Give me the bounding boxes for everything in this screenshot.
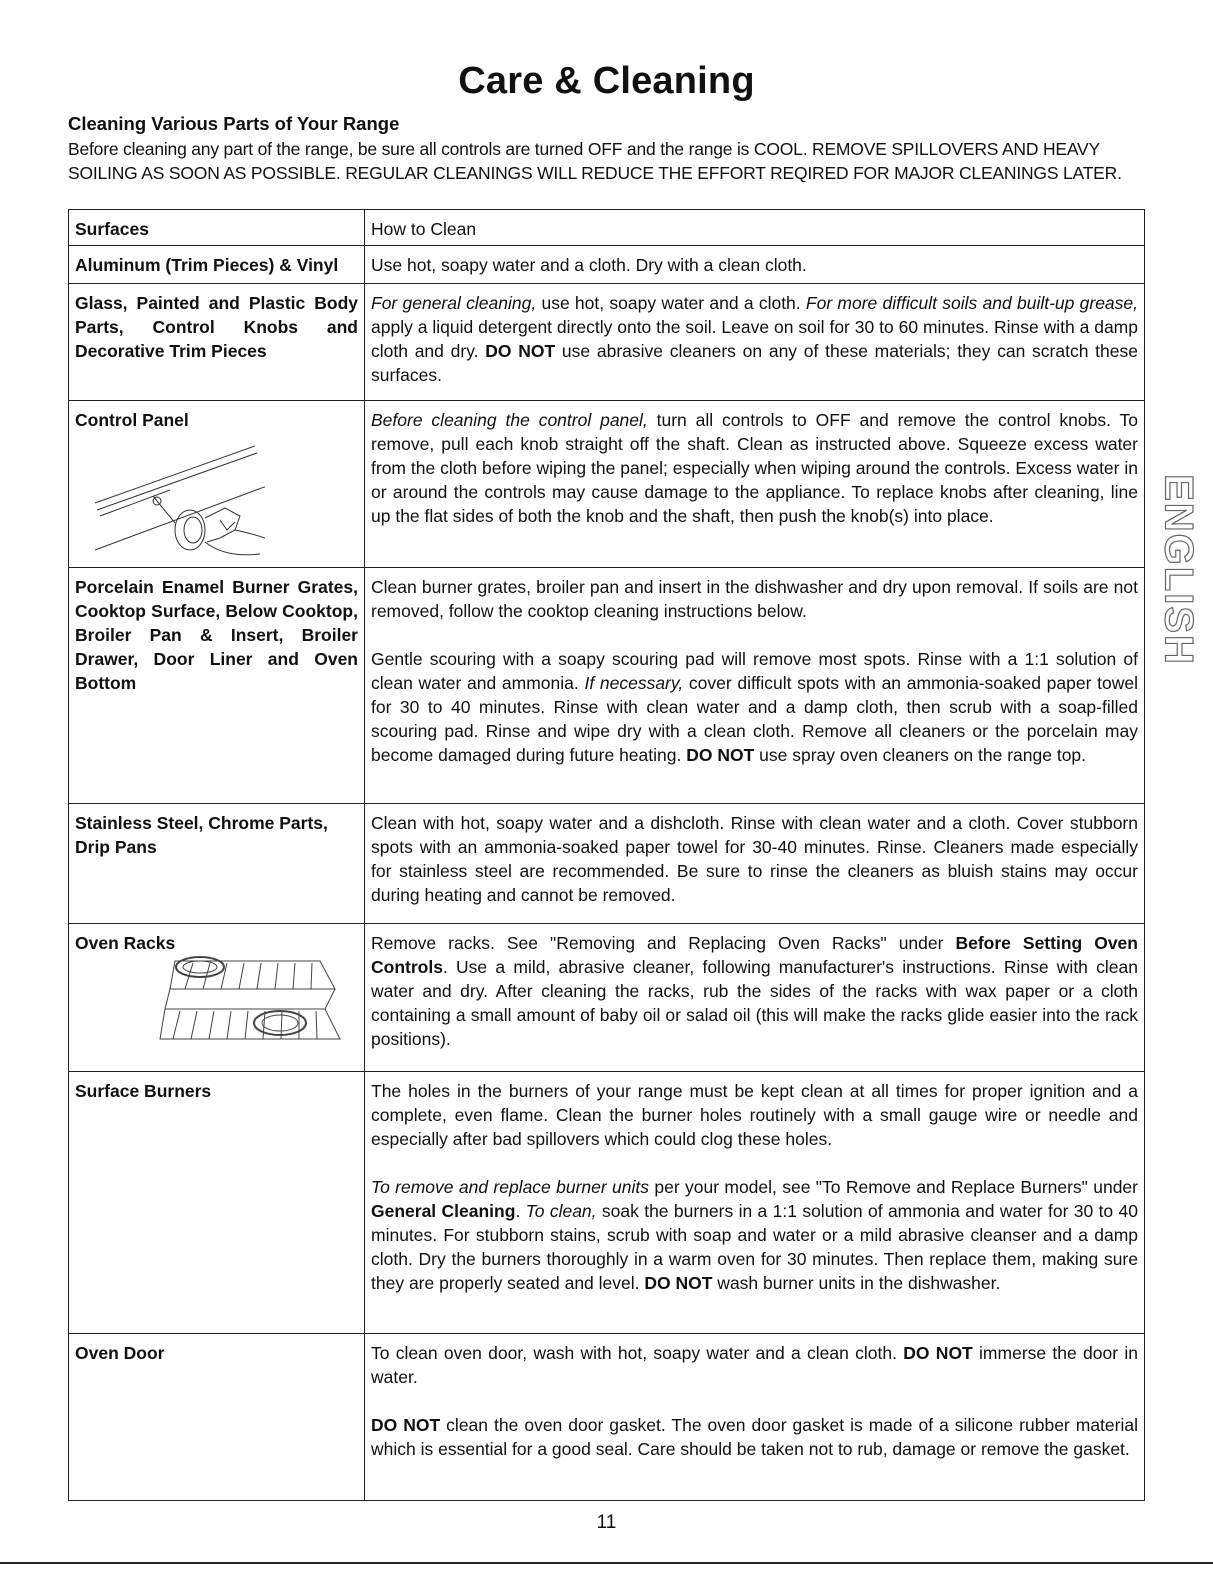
surface-name: Oven Door [69, 1334, 365, 1501]
italic-run: To remove and replace burner units [371, 1177, 650, 1197]
intro-paragraph: Before cleaning any part of the range, be sure all controls are turned OFF and the range is COOL. REMOVE SPILLOVERS AND HEAVY SOILING AS SOON AS POSSIBLE. REGULAR CLEANINGS WILL REDUCE THE EFFORT REQIRED FOR MAJOR CLEANINGS LATER. [68, 139, 1122, 183]
table-row [69, 401, 1145, 568]
text-run: soak the burners in a 1:1 solution of ammonia and water for 30 to 40 minutes. For stubborn stains, scrub with soap and water or a mild abrasive cleanser and a damp cloth. Dry the burners thoroughly in a warm oven for 30 minutes. Then replace them, making sure they are properly seated and level. [371, 1201, 1138, 1293]
how-to-clean [365, 246, 1145, 284]
text-run: . [515, 1201, 526, 1221]
how-to-clean [365, 401, 1145, 568]
how-text [371, 408, 1138, 528]
text-run: per your model, see "To Remove and Replace Burners" under [649, 1177, 1138, 1197]
bold-run: DO NOT [686, 745, 755, 765]
table-row [69, 284, 1145, 401]
control-knob-illustration [75, 438, 265, 558]
surface-name [69, 284, 365, 401]
bold-run: Before Setting Oven Controls [371, 933, 1138, 977]
surface-label: Control Panel [75, 410, 189, 430]
table-row [69, 804, 1145, 924]
how-to-clean [365, 284, 1145, 401]
header-surfaces: Surfaces [69, 210, 365, 246]
surface-name: Surface Burners [69, 1072, 365, 1334]
text-run: . Use a mild, abrasive cleaner, following manufacturer's instructions. Rinse with clean water and dry. After cleaning the racks, rub the sides of the racks with wax paper or a cloth containing a small amount of baby oil or salad oil (this will make the racks glide easier into the rack positions). [371, 957, 1138, 1049]
how-text [371, 1175, 1138, 1295]
section-heading: Cleaning Various Parts of Your Range [68, 113, 400, 134]
how-text [371, 1341, 1138, 1389]
how-to-clean [365, 1334, 1145, 1501]
text-run: clean the oven door gasket. The oven door gasket is made of a silicone rubber material which is essential for a good seal. Care should be taken not to rub, damage or remove the gasket. [371, 1415, 1138, 1459]
surface-label: Oven Racks [75, 933, 176, 953]
bold-run: DO NOT [371, 1415, 441, 1435]
surface-name: Aluminum (Trim Pieces) & Vinyl [69, 246, 365, 284]
text-run: Gentle scouring with a soapy scouring pad will remove most spots. Rinse with a 1:1 solution of clean water and ammonia. [371, 649, 1138, 693]
bold-run: DO NOT [485, 341, 556, 361]
table-row [69, 568, 1145, 804]
text-run: use hot, soapy water and a cloth. [536, 293, 806, 313]
how-text: Use hot, soapy water and a cloth. Dry with a clean cloth. [371, 255, 807, 275]
text-run: To clean oven door, wash with hot, soapy water and a clean cloth. [371, 1343, 904, 1363]
text-run: turn all controls to OFF and remove the control knobs. To remove, pull each knob straight off the shaft. Clean as instructed above. Squeeze excess water from the cloth before wiping the panel; especially when wiping around the controls. Excess water in or around the controls may cause damage to the appliance. To replace knobs after cleaning, line up the flat sides of both the knob and the shaft, then push the knob(s) into place. [371, 410, 1138, 526]
bold-run: General Cleaning [371, 1201, 516, 1221]
table-row [69, 246, 1145, 284]
surface-name: Stainless Steel, Chrome Parts, Drip Pans [69, 804, 365, 924]
how-text [371, 291, 1138, 387]
text-run: immerse the door in water. [371, 1343, 1138, 1387]
how-text: Clean with hot, soapy water and a dishcloth. Rinse with clean water and a cloth. Cover stubborn spots with an ammonia-soaked paper towel for 30-40 minutes. Rinse. Cleaners made especially for stainless steel are recommended. Be sure to rinse the cleaners as bluish stains may occur during heating and cannot be removed. [371, 813, 1138, 905]
text-run: Remove racks. See "Removing and Replacing Oven Racks" under [371, 933, 956, 953]
how-to-clean [365, 924, 1145, 1072]
how-text [371, 931, 1138, 1051]
how-text: Clean burner grates, broiler pan and insert in the dishwasher and dry upon removal. If soils are not removed, follow the cooktop cleaning instructions below. [371, 577, 1138, 621]
italic-run: For general cleaning, [371, 293, 537, 313]
how-text [371, 1413, 1138, 1461]
table-row [69, 924, 1145, 1072]
how-text [371, 647, 1138, 767]
bottom-rule [0, 1562, 1213, 1564]
text-run: use abrasive cleaners on any of these materials; they can scratch these surfaces. [371, 341, 1138, 385]
table-row [69, 1072, 1145, 1334]
cleaning-table [68, 209, 1145, 1501]
language-tab-label: ENGLISH [1156, 474, 1201, 666]
surface-name [69, 924, 365, 1072]
surface-label: Glass, Painted and Plastic Body Parts, Control Knobs and Decorative Trim Pieces [75, 293, 358, 361]
page-number: 11 [596, 1512, 617, 1533]
text-run: wash burner units in the dishwasher. [712, 1273, 1001, 1293]
italic-run: For more difficult soils and built-up grease, [805, 293, 1138, 313]
language-side-tab [1143, 474, 1213, 666]
how-to-clean [365, 804, 1145, 924]
bold-run: DO NOT [903, 1343, 973, 1363]
surface-label: Porcelain Enamel Burner Grates, Cooktop Surface, Below Cooktop, Broiler Pan & Insert, Broiler Drawer, Door Liner and Oven Bottom [75, 577, 358, 693]
italic-run: Before cleaning the control panel, [371, 410, 648, 430]
bold-run: DO NOT [644, 1273, 713, 1293]
italic-run: To clean, [525, 1201, 597, 1221]
table-header-row [69, 210, 1145, 246]
oven-racks-illustration [155, 949, 345, 1049]
text-run: apply a liquid detergent directly onto the soil. Leave on soil for 30 to 60 minutes. Rinse with a damp cloth and dry. [371, 317, 1138, 361]
how-text: The holes in the burners of your range must be kept clean at all times for proper ignition and a complete, even flame. Clean the burner holes routinely with a small gauge wire or needle and especially after bad spillovers which could clog these holes. [371, 1081, 1138, 1149]
surface-name [69, 568, 365, 804]
italic-run: If necessary, [584, 673, 684, 693]
header-how-to-clean: How to Clean [365, 210, 1145, 246]
page-title: Care & Cleaning [458, 60, 755, 102]
how-to-clean [365, 1072, 1145, 1334]
surface-name [69, 401, 365, 568]
text-run: use spray oven cleaners on the range top. [754, 745, 1087, 765]
how-to-clean [365, 568, 1145, 804]
text-run: cover difficult spots with an ammonia-soaked paper towel for 30 to 40 minutes. Rinse with clean water and a damp cloth, then scrub with a soap-filled scouring pad. Rinse and wipe dry with a clean cloth. Remove all cleaners or the porcelain may become damaged during future heating. [371, 673, 1138, 765]
table-row [69, 1334, 1145, 1501]
